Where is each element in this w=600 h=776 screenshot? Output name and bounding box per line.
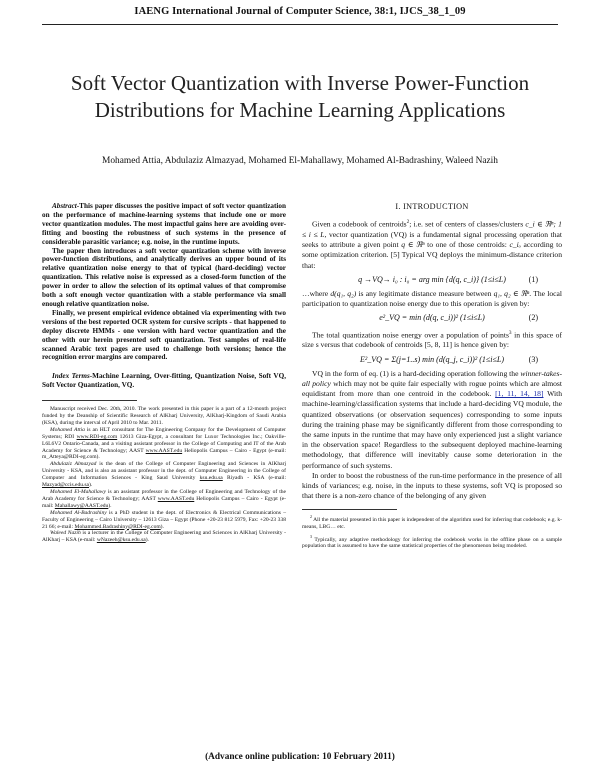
equation-3-number: (3): [528, 354, 538, 364]
title-line-1: Soft Vector Quantization with Inverse Power-Function: [70, 71, 530, 95]
citation-link[interactable]: [1, 11, 14, 18]: [495, 389, 544, 399]
index-terms: Index Terms-Machine Learning, Over-fitting, Quantization Noise, Soft VQ, Soft Vector Quantization, VQ.: [42, 372, 287, 390]
footnote-mark-3: 3: [508, 329, 512, 336]
abstract-paragraph-1: Abstract-This paper discusses the positive impact of soft vector quantization on the performance of machine-learning systems that include one or more vector quantization modules. The most impactful gains here are avoiding over-fitting and boosting the robustness of such systems in the presence of considerable parasitic variance; e.g. noise, in the runtime inputs.: [42, 202, 286, 246]
aast-link-2[interactable]: www.AAST.edu: [157, 495, 195, 502]
author-list: Mohamed Attia, Abdulaziz Almazyad, Mohamed El-Mahallawy, Mohamed Al-Badrashiny, Waleed Nazih: [102, 156, 498, 166]
rdi-link[interactable]: www.RDI-eg.com: [76, 433, 118, 440]
aast-link[interactable]: www.AAST.edu: [145, 447, 183, 454]
footnote-mahallawy: Mohamed El-Mahallawy is an assistant professor in the College of Engineering and Technology of the Arab Academy for Science & Technology; AAST www.AAST.edu Heliopolis Campus – Cairo - Egypt (e-mail: Mahallawy@AAST.edu).: [42, 489, 286, 509]
equation-2-number: (2): [528, 313, 538, 323]
right-column: [302, 202, 562, 553]
section-heading-introduction: I. INTRODUCTION: [395, 202, 469, 211]
title-line-2: Distributions for Machine Learning Applications: [94, 98, 506, 122]
footnote-separator: [42, 400, 137, 401]
footnote-nazih: Waleed Nazih is a lecturer in the College of Computer Engineering and Sciences in AlKharj University - AlKharj – KSA (e-mail: wNazeeh@ksu.edu.sa).: [42, 530, 286, 544]
abstract-label: Abstract: [52, 202, 77, 210]
publication-footer: (Advance online publication: 10 February 2011): [205, 752, 395, 762]
badrashiny-email-link[interactable]: Mohammed.Badrashiny@RDI-eg.com: [74, 523, 161, 530]
footnote-attia: Mohamed Attia is an HLT consultant for The Engineering Company for the Development of Computer Systems; RDI www.RDI-eg.com 12613 Giza-Egypt, a consultant for Luxor Technologies Inc.; Oakville-L6L6V2 Ontario-Canada, and a visiting assistant professor in the College of Computing and IT of the Arab Academy for Science & Technology; AAST www.AAST.edu Heliopolis Campus – Cairo - Egypt (e-mail: m_Atteya@RDI-eg.com).: [42, 426, 287, 461]
header-rule: [42, 24, 558, 25]
mahallawy-email-link[interactable]: Mahallawy@AAST.edu: [54, 502, 109, 509]
manuscript-note: Manuscript received Dec. 20th, 2010. The work presented in this paper is a part of a 12-month project funded by the Deanship of Scientific Research of AlKharj University, AlKharj-Kingdom of Saudi Arabia (KSA), during the interval of April 2010 to Mar. 2011.: [42, 406, 286, 426]
abstract-paragraph-3: Finally, we present empirical evidence obtained via experimenting with two versions of the best reported OCR system for cursive scripts - that happened to deploy discrete HMMs - one version with hard vector quantization and the other with our herein presented soft quantization. Test samples of real-life scanned Arabic text pages are used to challenge both versions; hence the recognition error margins are compared.: [42, 308, 286, 362]
footnote-badrashiny: Mohamed Al-Badrashiny is a PhD student in the dept. of Electronics & Electrical Communications – Faculty of Engineering – Cairo University – 12613 Giza – Egypt (Phone +20-23 812 5979, Fax: +20-23 338 21 66; e-mail: Mohammed.Badrashiny@RDI-eg.com).: [42, 509, 286, 530]
mazyad-email-link[interactable]: Mazyad@ccis.edu.sa: [42, 482, 89, 489]
right-footnote-separator: [302, 509, 397, 510]
intro-paragraph-3: The total quantization noise energy over a population of points$^3$ in this space of size s versus that codebook of centroids [5, 8, 11] is hence given by:: [302, 329, 562, 350]
intro-paragraph-2: …where d(q₁, q₂) is any legitimate distance measure between q₁, q₂ ∈ ℜⁿ. The local participation to quantization noise energy due to this operation is given by:: [302, 288, 562, 309]
paper-title: [20, 70, 580, 124]
journal-header: IAENG International Journal of Computer Science, 38:1, IJCS_38_1_09: [134, 6, 466, 17]
abstract: [42, 202, 286, 362]
intro-paragraph-5: In order to boost the robustness of the run-time performance in the presence of all kinds of variances; e.g. noise, in the inputs to these systems, soft VQ is proposed so that there is a non-zero chance of the belonging of any given: [302, 470, 562, 501]
abstract-paragraph-2: The paper then introduces a soft vector quantization scheme with inverse power-function distributions, and analytically derives an upper bound of its relative quantization noise energy to that of typical (hard-deciding) vector quantization. This relative noise is expressed as a closed-form function of the power in order to allow the selection of its optimal values of that compromise both a soft enough vector quantization with a stable performance via small enough relative quantization noise.: [42, 246, 286, 308]
intro-paragraph-1: Given a codebook of centroids$^2$; i.e. set of centers of classes/clusters c_i ∈ ℜⁿ; 1 ≤ i ≤ L, vector quantization (VQ) is a fundamental signal processing operation that seeks to attribute a given point q ∈ ℜⁿ to one of those centroids: c_iₒ according to some optimization criterion. [5] Typical VQ deploys the minimum-distance criterion that:: [302, 219, 562, 270]
footnote-3: $^3$ Typically, any adaptive methodology for inferring the codebook works in the offline phase on a sample population that is assumed to have the same statistical properties of the phenomenon being modeled.: [302, 534, 562, 550]
right-footnotes: [302, 514, 562, 550]
equation-1: q →VQ→ i₀ : i₀ = arg min {d(q, c_i)} (1≤i≤L) (1): [358, 274, 538, 284]
equation-2: e²_VQ = min (d(q, c_i))² (1≤i≤L) (2): [379, 313, 538, 323]
equation-3: E²_VQ = Σ(j=1..s) min (d(q_j, c_i))² (1≤i≤L) (3): [360, 354, 538, 364]
ksu-link[interactable]: ksu.edu.sa: [199, 475, 223, 482]
intro-paragraph-4: VQ in the form of eq. (1) is a hard-deciding operation following the winner-takes-all policy which may not be quite fair especially with rogue points which are almost equidistant from more than one centroid in the codebook. [1, 11, 14, 18] With machine-learning/classification systems that include a hard-deciding VQ module, the quantized observations (or observation sequences) corresponding to some inputs during the training phase may be significantly different from those corresponding to the same inputs in the runtime that may have only experienced just a slight variance in the observation space! Regardless to the subsequent deployed machine-learning methodology, that difference will inevitably cause some deterioration in the performance of such systems.: [302, 368, 562, 470]
footnote-mark-2: 2: [406, 219, 410, 226]
nazih-email-link[interactable]: wNazeeh@ksu.edu.sa: [96, 537, 146, 544]
footnote-almazyad: Abdulaziz Almazyad is the dean of the College of Computer Engineering and Sciences in AlKharj University - KSA, and is also an assistant professor in the dept. of Computer Engineering in the College of Computer and Information Sciences - King Saud University ksu.edu.sa Riyadh - KSA (e-mail: Mazyad@ccis.edu.sa).: [42, 461, 287, 489]
left-column: [42, 202, 286, 544]
equation-1-number: (1): [528, 274, 538, 284]
index-terms-label: Index Terms: [52, 372, 90, 381]
footnote-2: $^2$ All the material presented in this paper is independent of the algorithm used for inferring that codebook; e.g. k-means, LBG… etc.: [302, 515, 562, 530]
author-footnotes: [42, 406, 286, 544]
